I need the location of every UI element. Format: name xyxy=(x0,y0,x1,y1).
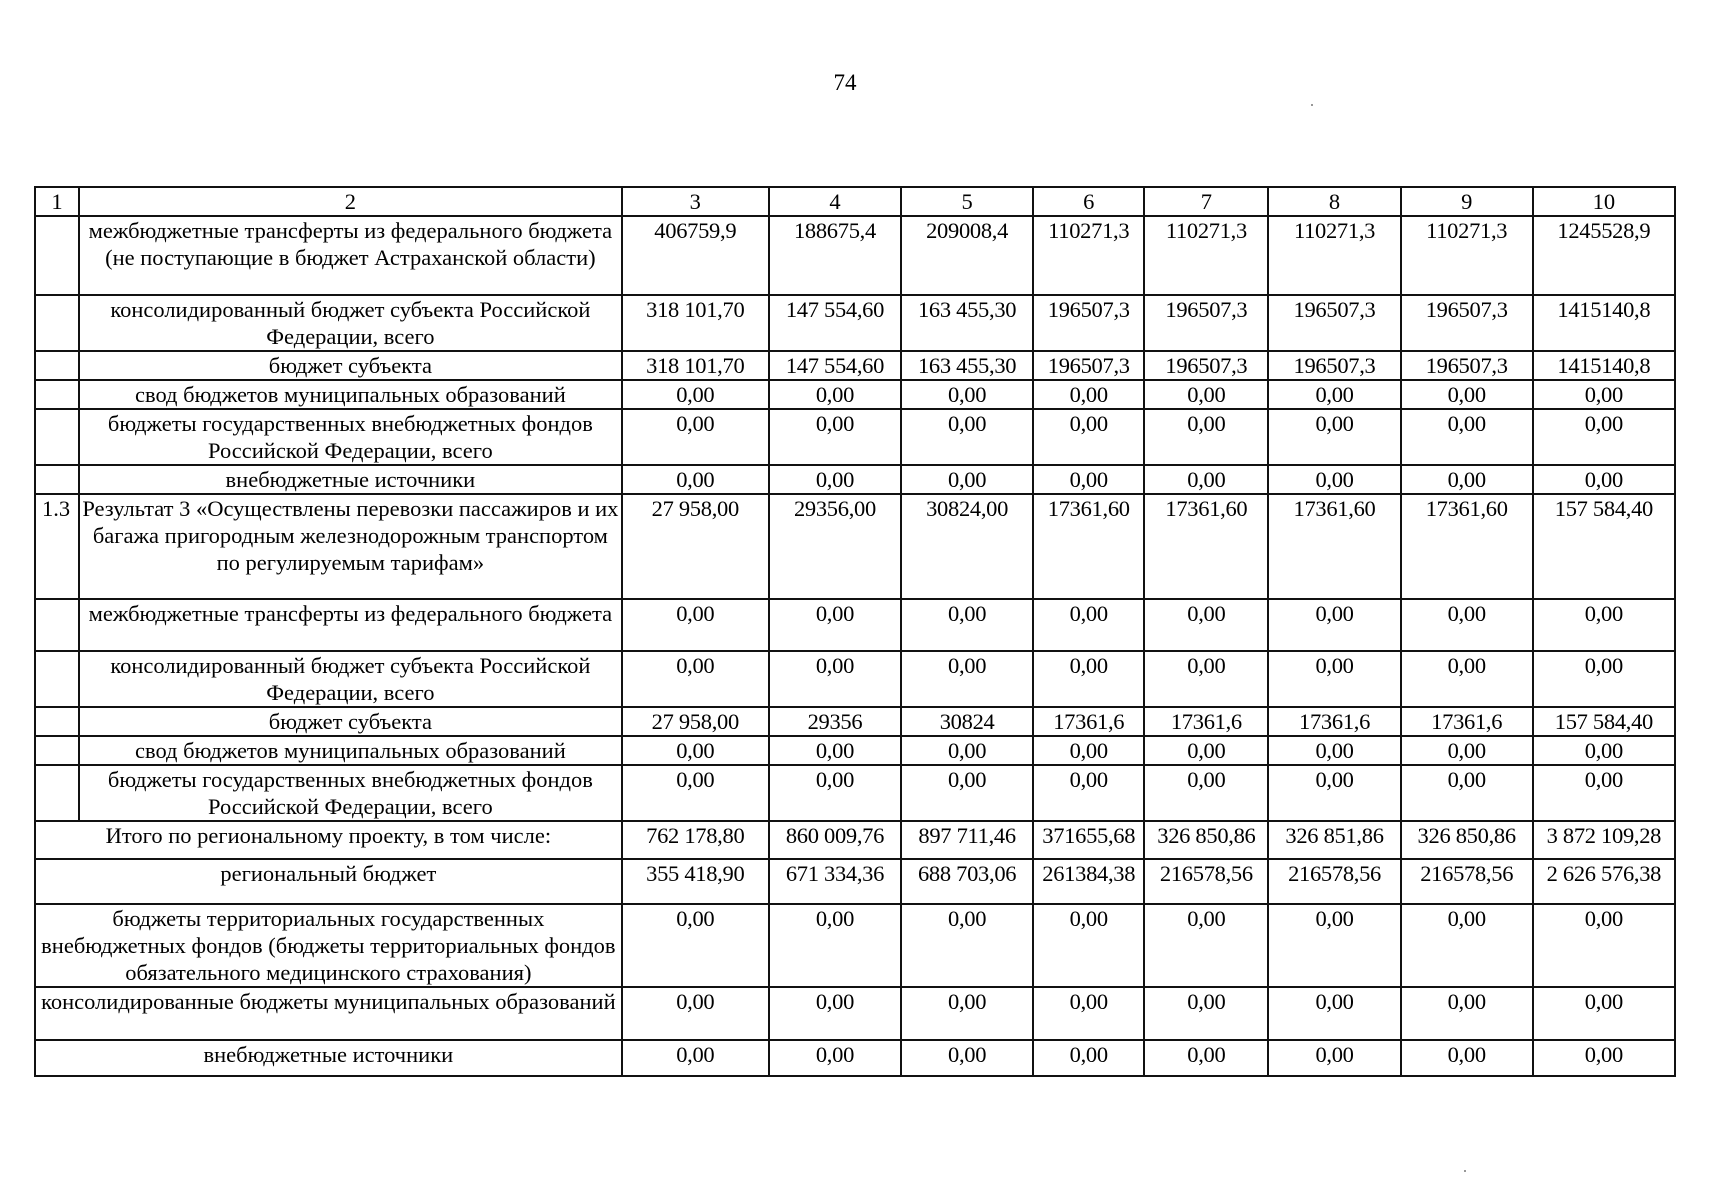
totals-value: 688 703,06 xyxy=(901,859,1033,904)
table-row xyxy=(35,380,1675,409)
row-code xyxy=(35,216,79,295)
column-number: 9 xyxy=(1401,187,1533,216)
row-value: 30824,00 xyxy=(901,494,1033,599)
row-value: 0,00 xyxy=(622,409,769,465)
table-row xyxy=(35,295,1675,351)
table-body xyxy=(35,187,1675,1076)
row-value: 0,00 xyxy=(1144,465,1268,494)
table-row xyxy=(35,409,1675,465)
row-value: 110271,3 xyxy=(1144,216,1268,295)
row-value: 147 554,60 xyxy=(769,295,901,351)
column-number: 5 xyxy=(901,187,1033,216)
row-value: 0,00 xyxy=(1144,736,1268,765)
totals-name: бюджеты территориальных государственных внебюджетных фондов (бюджеты территориальных фондов обязательного медицинского страхования) xyxy=(35,904,622,987)
row-value: 0,00 xyxy=(1401,599,1533,651)
row-value: 196507,3 xyxy=(1144,351,1268,380)
row-name: свод бюджетов муниципальных образований xyxy=(79,380,622,409)
row-value: 29356 xyxy=(769,707,901,736)
totals-value: 0,00 xyxy=(769,987,901,1040)
table-row xyxy=(35,494,1675,599)
row-value: 318 101,70 xyxy=(622,295,769,351)
row-value: 0,00 xyxy=(1144,651,1268,707)
row-value: 17361,6 xyxy=(1401,707,1533,736)
row-value: 0,00 xyxy=(769,599,901,651)
row-value: 0,00 xyxy=(1268,651,1400,707)
row-code xyxy=(35,380,79,409)
row-value: 157 584,40 xyxy=(1533,707,1675,736)
row-value: 0,00 xyxy=(622,736,769,765)
row-value: 17361,60 xyxy=(1033,494,1144,599)
row-value: 1245528,9 xyxy=(1533,216,1675,295)
row-value: 0,00 xyxy=(1144,599,1268,651)
row-value: 0,00 xyxy=(1144,380,1268,409)
row-value: 0,00 xyxy=(1268,465,1400,494)
row-value: 27 958,00 xyxy=(622,494,769,599)
row-value: 0,00 xyxy=(1033,599,1144,651)
row-value: 0,00 xyxy=(769,380,901,409)
totals-value: 671 334,36 xyxy=(769,859,901,904)
row-name: межбюджетные трансферты из федерального бюджета (не поступающие в бюджет Астраханской области) xyxy=(79,216,622,295)
row-code xyxy=(35,765,79,821)
row-value: 0,00 xyxy=(1144,409,1268,465)
row-value: 1415140,8 xyxy=(1533,295,1675,351)
row-code: 1.3 xyxy=(35,494,79,599)
scan-speck xyxy=(1464,1170,1466,1172)
totals-name: внебюджетные источники xyxy=(35,1040,622,1076)
totals-value: 216578,56 xyxy=(1268,859,1400,904)
totals-value: 0,00 xyxy=(1144,987,1268,1040)
scan-speck xyxy=(1311,104,1313,106)
row-value: 0,00 xyxy=(622,765,769,821)
row-value: 0,00 xyxy=(622,599,769,651)
row-value: 0,00 xyxy=(769,736,901,765)
totals-value: 3 872 109,28 xyxy=(1533,821,1675,859)
row-value: 209008,4 xyxy=(901,216,1033,295)
row-name: бюджеты государственных внебюджетных фондов Российской Федерации, всего xyxy=(79,765,622,821)
row-value: 0,00 xyxy=(1533,409,1675,465)
table-row xyxy=(35,707,1675,736)
totals-value: 371655,68 xyxy=(1033,821,1144,859)
row-value: 17361,6 xyxy=(1268,707,1400,736)
row-value: 0,00 xyxy=(901,765,1033,821)
row-value: 0,00 xyxy=(1033,765,1144,821)
row-value: 188675,4 xyxy=(769,216,901,295)
table-row xyxy=(35,765,1675,821)
totals-value: 355 418,90 xyxy=(622,859,769,904)
row-value: 0,00 xyxy=(769,465,901,494)
totals-value: 216578,56 xyxy=(1144,859,1268,904)
totals-value: 0,00 xyxy=(901,904,1033,987)
totals-row xyxy=(35,987,1675,1040)
row-value: 0,00 xyxy=(1033,651,1144,707)
row-value: 163 455,30 xyxy=(901,351,1033,380)
row-value: 0,00 xyxy=(901,465,1033,494)
row-value: 0,00 xyxy=(1401,409,1533,465)
row-code xyxy=(35,409,79,465)
totals-row xyxy=(35,1040,1675,1076)
row-value: 0,00 xyxy=(901,736,1033,765)
row-value: 0,00 xyxy=(769,409,901,465)
totals-value: 0,00 xyxy=(1533,987,1675,1040)
row-value: 406759,9 xyxy=(622,216,769,295)
row-value: 0,00 xyxy=(1401,651,1533,707)
row-code xyxy=(35,295,79,351)
row-name: консолидированный бюджет субъекта Российской Федерации, всего xyxy=(79,651,622,707)
totals-value: 762 178,80 xyxy=(622,821,769,859)
row-value: 196507,3 xyxy=(1268,295,1400,351)
row-value: 196507,3 xyxy=(1401,295,1533,351)
row-value: 110271,3 xyxy=(1268,216,1400,295)
row-value: 196507,3 xyxy=(1268,351,1400,380)
totals-row xyxy=(35,821,1675,859)
row-value: 0,00 xyxy=(1033,465,1144,494)
row-value: 0,00 xyxy=(1268,409,1400,465)
row-value: 0,00 xyxy=(622,651,769,707)
totals-value: 0,00 xyxy=(1401,987,1533,1040)
row-code xyxy=(35,707,79,736)
row-name: бюджеты государственных внебюджетных фондов Российской Федерации, всего xyxy=(79,409,622,465)
table-row xyxy=(35,465,1675,494)
totals-row xyxy=(35,904,1675,987)
column-number: 6 xyxy=(1033,187,1144,216)
row-value: 0,00 xyxy=(1401,765,1533,821)
row-value: 110271,3 xyxy=(1401,216,1533,295)
row-value: 147 554,60 xyxy=(769,351,901,380)
totals-value: 0,00 xyxy=(1033,987,1144,1040)
row-code xyxy=(35,465,79,494)
row-value: 157 584,40 xyxy=(1533,494,1675,599)
totals-value: 216578,56 xyxy=(1401,859,1533,904)
row-value: 17361,60 xyxy=(1268,494,1400,599)
row-value: 196507,3 xyxy=(1144,295,1268,351)
table-row xyxy=(35,216,1675,295)
row-value: 0,00 xyxy=(1033,380,1144,409)
row-name: консолидированный бюджет субъекта Российской Федерации, всего xyxy=(79,295,622,351)
row-code xyxy=(35,351,79,380)
row-code xyxy=(35,651,79,707)
row-value: 30824 xyxy=(901,707,1033,736)
totals-value: 261384,38 xyxy=(1033,859,1144,904)
row-value: 0,00 xyxy=(1268,765,1400,821)
row-value: 196507,3 xyxy=(1033,295,1144,351)
row-value: 0,00 xyxy=(1144,765,1268,821)
row-value: 27 958,00 xyxy=(622,707,769,736)
column-number: 8 xyxy=(1268,187,1400,216)
row-value: 0,00 xyxy=(1401,465,1533,494)
row-name: межбюджетные трансферты из федерального бюджета xyxy=(79,599,622,651)
row-value: 0,00 xyxy=(901,380,1033,409)
totals-value: 0,00 xyxy=(1533,1040,1675,1076)
column-number: 10 xyxy=(1533,187,1675,216)
row-code xyxy=(35,736,79,765)
column-number: 3 xyxy=(622,187,769,216)
row-name: бюджет субъекта xyxy=(79,351,622,380)
totals-value: 0,00 xyxy=(901,1040,1033,1076)
totals-value: 0,00 xyxy=(1401,1040,1533,1076)
row-value: 17361,6 xyxy=(1144,707,1268,736)
row-value: 0,00 xyxy=(1268,736,1400,765)
row-name: свод бюджетов муниципальных образований xyxy=(79,736,622,765)
totals-value: 326 850,86 xyxy=(1401,821,1533,859)
totals-value: 0,00 xyxy=(1533,904,1675,987)
row-name: бюджет субъекта xyxy=(79,707,622,736)
totals-name: консолидированные бюджеты муниципальных образований xyxy=(35,987,622,1040)
table-row xyxy=(35,736,1675,765)
row-value: 0,00 xyxy=(1401,736,1533,765)
totals-value: 2 626 576,38 xyxy=(1533,859,1675,904)
totals-value: 0,00 xyxy=(1144,1040,1268,1076)
totals-value: 0,00 xyxy=(1401,904,1533,987)
column-number: 7 xyxy=(1144,187,1268,216)
row-value: 17361,6 xyxy=(1033,707,1144,736)
column-number: 1 xyxy=(35,187,79,216)
totals-value: 0,00 xyxy=(622,987,769,1040)
totals-value: 0,00 xyxy=(901,987,1033,1040)
totals-value: 0,00 xyxy=(1033,1040,1144,1076)
row-value: 0,00 xyxy=(901,651,1033,707)
row-value: 0,00 xyxy=(1533,765,1675,821)
row-value: 196507,3 xyxy=(1401,351,1533,380)
row-value: 318 101,70 xyxy=(622,351,769,380)
table-row xyxy=(35,351,1675,380)
budget-table xyxy=(34,186,1676,1077)
totals-value: 0,00 xyxy=(1033,904,1144,987)
row-value: 0,00 xyxy=(1268,380,1400,409)
column-number: 2 xyxy=(79,187,622,216)
row-value: 0,00 xyxy=(769,651,901,707)
row-value: 0,00 xyxy=(1033,409,1144,465)
totals-value: 860 009,76 xyxy=(769,821,901,859)
totals-value: 0,00 xyxy=(1268,904,1400,987)
totals-name: Итого по региональному проекту, в том числе: xyxy=(35,821,622,859)
totals-value: 326 851,86 xyxy=(1268,821,1400,859)
row-value: 0,00 xyxy=(1533,380,1675,409)
row-value: 0,00 xyxy=(1033,736,1144,765)
row-value: 17361,60 xyxy=(1401,494,1533,599)
row-value: 0,00 xyxy=(901,409,1033,465)
row-value: 0,00 xyxy=(1533,651,1675,707)
totals-value: 0,00 xyxy=(1268,987,1400,1040)
row-value: 0,00 xyxy=(1533,465,1675,494)
row-value: 0,00 xyxy=(1533,736,1675,765)
row-name: внебюджетные источники xyxy=(79,465,622,494)
totals-value: 0,00 xyxy=(622,904,769,987)
row-value: 0,00 xyxy=(901,599,1033,651)
row-value: 196507,3 xyxy=(1033,351,1144,380)
page-number: 74 xyxy=(833,70,857,95)
totals-value: 326 850,86 xyxy=(1144,821,1268,859)
row-value: 0,00 xyxy=(769,765,901,821)
totals-value: 0,00 xyxy=(1144,904,1268,987)
table-row xyxy=(35,651,1675,707)
row-code xyxy=(35,599,79,651)
row-value: 0,00 xyxy=(1533,599,1675,651)
row-value: 29356,00 xyxy=(769,494,901,599)
totals-value: 0,00 xyxy=(1268,1040,1400,1076)
row-value: 0,00 xyxy=(1401,380,1533,409)
column-number: 4 xyxy=(769,187,901,216)
column-number-row xyxy=(35,187,1675,216)
row-value: 0,00 xyxy=(622,380,769,409)
table-row xyxy=(35,599,1675,651)
row-name: Результат 3 «Осуществлены перевозки пассажиров и их багажа пригородным железнодорожным транспортом по регулируемым тарифам» xyxy=(79,494,622,599)
row-value: 0,00 xyxy=(622,465,769,494)
totals-value: 0,00 xyxy=(769,1040,901,1076)
row-value: 17361,60 xyxy=(1144,494,1268,599)
row-value: 1415140,8 xyxy=(1533,351,1675,380)
totals-value: 0,00 xyxy=(769,904,901,987)
row-value: 0,00 xyxy=(1268,599,1400,651)
row-value: 163 455,30 xyxy=(901,295,1033,351)
totals-name: региональный бюджет xyxy=(35,859,622,904)
row-value: 110271,3 xyxy=(1033,216,1144,295)
totals-value: 0,00 xyxy=(622,1040,769,1076)
totals-row xyxy=(35,859,1675,904)
totals-value: 897 711,46 xyxy=(901,821,1033,859)
